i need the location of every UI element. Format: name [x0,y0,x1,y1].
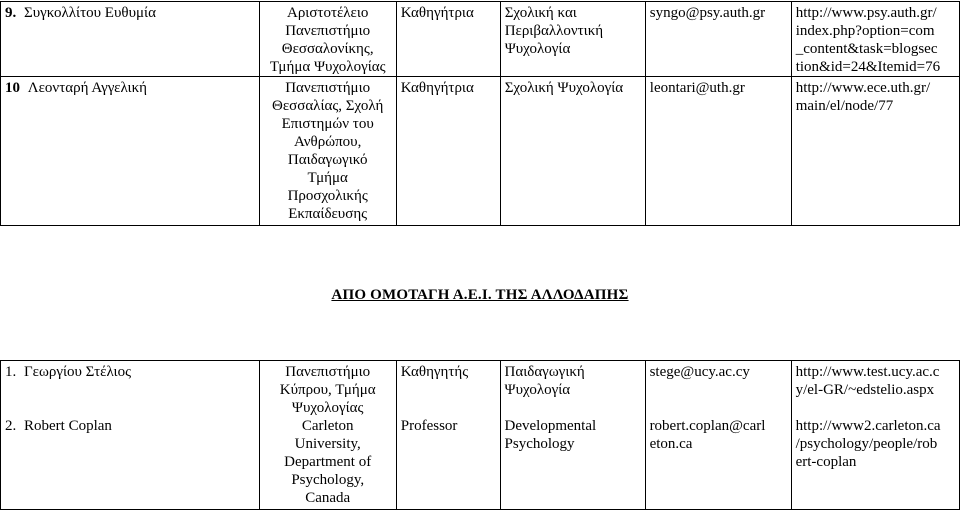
university-line: Carleton [301,418,354,434]
university-line: Προσχολικής [287,188,368,204]
url-link[interactable]: ert-coplan [795,454,857,470]
specialty-cell [500,361,645,418]
rank: Professor [400,418,458,434]
university-line: Psychology, [291,472,365,488]
rank-cell [396,361,500,418]
university-line: Θεσσαλονίκης, [281,41,374,57]
specialty-line: Περιβαλλοντική [504,23,604,39]
url-link[interactable]: y/el-GR/~edstelio.aspx [795,382,935,398]
university-line: Canada [305,490,351,506]
email-link[interactable]: stege@ucy.ac.cy [649,364,750,380]
url-link[interactable]: tion&id=24&Itemid=76 [795,59,941,75]
email-cell [645,417,791,510]
university-cell [259,417,396,510]
university-line: Παιδαγωγικό [287,152,368,168]
university-cell [259,77,396,226]
table-row [1,2,960,77]
url-link[interactable]: main/el/node/77 [795,98,894,114]
specialty-cell [500,77,645,226]
table-row [1,417,960,510]
specialty-cell [500,417,645,510]
name-cell [1,417,260,510]
university-line: Πανεπιστήμιο [285,364,371,380]
university-line: Πανεπιστήμιο [285,23,371,39]
url-link[interactable]: _content&task=blogsec [795,41,938,57]
university-line: Εκπαίδευσης [288,206,368,222]
faculty-table-domestic-body [0,1,960,226]
university-line: Θεσσαλίας, Σχολή [272,98,384,114]
university-line: University, [294,436,361,452]
specialty-cell [500,2,645,77]
url-cell [791,361,959,418]
person-name: Robert Coplan [24,418,112,434]
url-link[interactable]: /psychology/people/rob [795,436,938,452]
university-line: Τμήμα Ψυχολογίας [269,59,386,75]
university-cell [259,361,396,418]
rank: Καθηγητής [400,364,469,380]
email-cell [645,77,791,226]
name-cell [1,2,260,77]
rank-cell [396,77,500,226]
specialty-line: Ψυχολογία [504,382,571,398]
name-cell [1,361,260,418]
email-link[interactable]: syngo@psy.auth.gr [649,5,766,21]
rank: Καθηγήτρια [400,5,474,21]
url-link[interactable]: index.php?option=com [795,23,935,39]
email-link[interactable]: eton.ca [649,436,693,452]
specialty-line: Psychology [504,436,575,452]
url-link[interactable]: http://www.ece.uth.gr/ [795,80,931,96]
university-line: Ψυχολογίας [291,400,364,416]
row-number: 9. [5,5,17,21]
university-line: Πανεπιστήμιο [285,80,371,96]
specialty-line: Παιδαγωγική [504,364,585,380]
person-name: Γεωργίου Στέλιος [24,364,132,380]
email-cell [645,361,791,418]
table-row [1,77,960,226]
university-line: Κύπρου, Τμήμα [279,382,376,398]
university-line: Τμήμα [307,170,348,186]
university-line: Επιστημών του [281,116,374,132]
email-cell [645,2,791,77]
table-row [1,361,960,418]
email-link[interactable]: leontari@uth.gr [649,80,745,96]
specialty-line: Developmental [504,418,597,434]
name-cell [1,77,260,226]
email-link[interactable]: robert.coplan@carl [649,418,766,434]
row-number: 1. [5,364,17,380]
url-link[interactable]: http://www.psy.auth.gr/ [795,5,937,21]
row-number: 2. [5,418,17,434]
specialty-line: Σχολική Ψυχολογία [504,80,624,96]
university-line: Department of [284,454,372,470]
rank-cell [396,2,500,77]
url-cell [791,417,959,510]
row-number: 10 [5,80,20,96]
specialty-line: Σχολική και [504,5,577,21]
url-link[interactable]: http://www2.carleton.ca [795,418,941,434]
university-line: Αριστοτέλειο [286,5,369,21]
university-cell [259,2,396,77]
university-line: Ανθρώπου, [294,134,362,150]
person-name: Συγκολλίτου Ευθυμία [24,5,156,21]
rank-cell [396,417,500,510]
section-heading: ΑΠΟ ΟΜΟΤΑΓΗ Α.Ε.Ι. ΤΗΣ ΑΛΛΟΔΑΠΗΣ [331,287,629,303]
person-name: Λεονταρή Αγγελική [27,80,147,96]
url-cell [791,77,959,226]
url-link[interactable]: http://www.test.ucy.ac.c [795,364,940,380]
rank: Καθηγήτρια [400,80,474,96]
specialty-line: Ψυχολογία [504,41,571,57]
faculty-table-foreign [0,360,960,510]
url-cell [791,2,959,77]
